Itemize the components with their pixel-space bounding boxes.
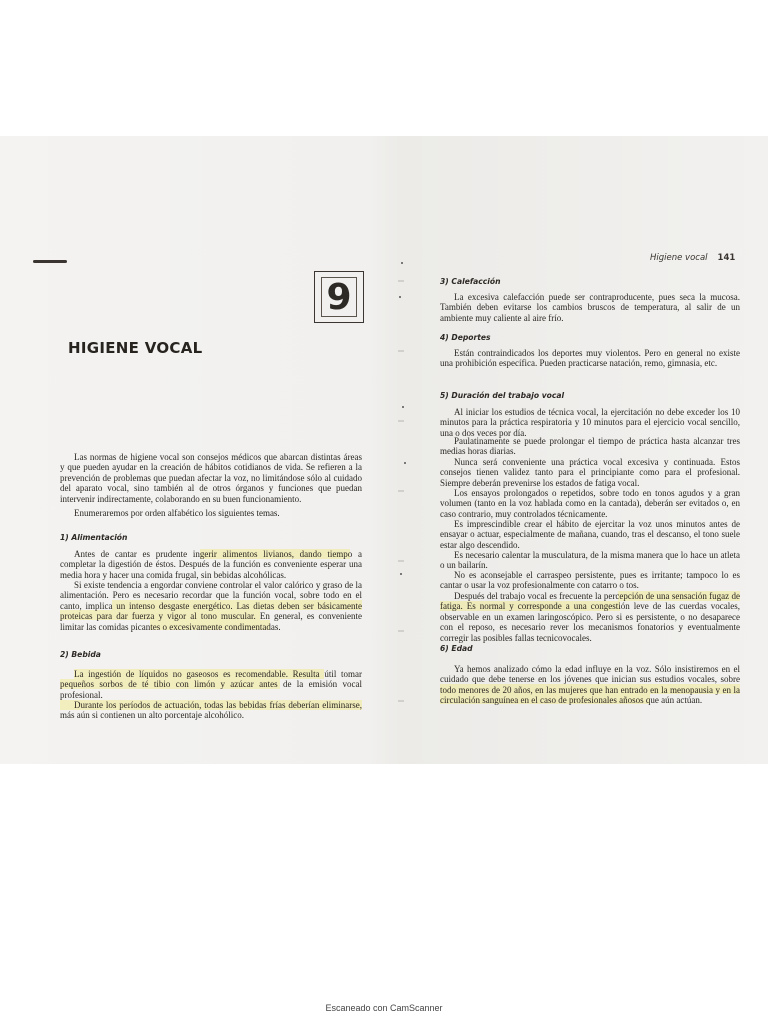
- intro-paragraph: Las normas de higiene vocal son consejos médicos que abarcan distintas áreas y que pueden ayudar en la creación de hábitos cotidianos de vida. Se refieren a la prevención de problemas que puedan afectar la voz, no limitándose sólo al cuidado del aparato vocal, sino también al de otros órganos y funciones que puedan intervenir indirectamente, colaborando en su buen funcionamiento.: [60, 452, 362, 504]
- intro-paragraph-2: Enumeraremos por orden alfabético los siguientes temas.: [74, 508, 280, 518]
- section-heading-calefaccion: 3) Calefacción: [440, 277, 501, 286]
- bebida-paragraph-1: La ingestión de líquidos no gaseosos es recomendable. Resulta útil tomar pequeños sorbos de té tibio con limón y azúcar antes de la emisión vocal profesional.: [60, 669, 362, 700]
- duracion-paragraph-6: Es necesario calentar la musculatura, de la misma manera que lo hace un atleta o un bailarín.: [440, 550, 740, 571]
- duracion-paragraph-8: Después del trabajo vocal es frecuente la percepción de una sensación fugaz de fatiga. Es normal y corresponde a una congestión leve de las cuerdas vocales, observable en un examen laringoscópico. Pero si es persistente, o no desaparece con el reposo, es necesario rever los mecanismos fonatorios y eventualmente corregir las posibles fallas tecnicovocales.: [440, 591, 740, 643]
- section-heading-duracion: 5) Duración del trabajo vocal: [440, 391, 565, 400]
- alimentacion-paragraph-1: Antes de cantar es prudente ingerir alimentos livianos, dando tiempo a completar la digestión de éstos. Después de la función es conveniente esperar una media hora y hacer una comida frugal, sin bebidas alcohólicas.: [60, 549, 362, 580]
- book-gutter: [398, 240, 404, 740]
- running-head-title: Higiene vocal: [650, 253, 708, 263]
- deportes-paragraph: Están contraindicados los deportes muy violentos. Pero en general no existe una prohibición específica. Pueden practicarse natación, remo, gimnasia, etc.: [440, 348, 740, 369]
- duracion-paragraph-2: Paulatinamente se puede prolongar el tiempo de práctica hasta alcanzar tres medias horas diarias.: [440, 436, 740, 457]
- chapter-number-box: [314, 271, 364, 323]
- chapter-title: HIGIENE VOCAL: [68, 339, 203, 357]
- scan-speck: [402, 406, 404, 408]
- page-number: 141: [717, 253, 736, 263]
- duracion-paragraph-4: Los ensayos prolongados o repetidos, sobre todo en tonos agudos y a gran volumen (tanto en la voz hablada como en la cantada), deberán ser evitados o, en caso contrario, muy controlados técnicamente.: [440, 488, 740, 519]
- scan-speck: [401, 262, 403, 264]
- edad-paragraph: Ya hemos analizado cómo la edad influye en la voz. Sólo insistiremos en el cuidado que debe tenerse en los jóvenes que inician sus estudios vocales, sobre todo menores de 20 años, en las mujeres que han entrado en la menopausia y en la circulación sanguínea en el caso de profesionales añosos que aún actúan.: [440, 664, 740, 706]
- scan-speck: [404, 462, 406, 464]
- running-head: [650, 253, 735, 263]
- chapter-number: 9: [321, 277, 357, 317]
- bebida-paragraph-2: Durante los períodos de actuación, todas las bebidas frías deberían eliminarse, más aún si contienen un alto porcentaje alcohólico.: [60, 700, 362, 721]
- section-heading-deportes: 4) Deportes: [440, 333, 491, 342]
- alimentacion-paragraph-2: Si existe tendencia a engordar conviene controlar el valor calórico y graso de la alimentación. Pero es necesario recordar que la función vocal, sobre todo en el canto, implica un intenso desgaste energético. Las dietas deben ser básicamente proteicas para dar fuerza y vigor al tono muscular. En general, es conveniente limitar las comidas picantes o excesivamente condimentadas.: [60, 580, 362, 632]
- margin-mark: [33, 260, 67, 263]
- section-heading-alimentacion: 1) Alimentación: [60, 533, 128, 542]
- section-heading-bebida: 2) Bebida: [60, 650, 101, 659]
- duracion-paragraph-7: No es aconsejable el carraspeo persistente, pues es irritante; tampoco lo es cantar o usar la voz profesionalmente con catarro o tos.: [440, 570, 740, 591]
- duracion-paragraph-5: Es imprescindible crear el hábito de ejercitar la voz unos minutos antes de ensayar o actuar, especialmente de mañana, cuando, tras el descanso, el tono suele estar algo descendido.: [440, 519, 740, 550]
- scan-speck: [399, 296, 401, 298]
- scanner-watermark: Escaneado con CamScanner: [325, 1003, 443, 1013]
- scan-speck: [400, 573, 402, 575]
- calefaccion-paragraph: La excesiva calefacción puede ser contraproducente, pues seca la mucosa. También deben evitarse los cambios bruscos de temperatura, al salir de un ambiente muy caliente al aire frío.: [440, 292, 740, 323]
- duracion-paragraph-1: Al iniciar los estudios de técnica vocal, la ejercitación no debe exceder los 10 minutos para la práctica respiratoria y 10 minutos para el ejercicio vocal sencillo, una o dos veces por día.: [440, 407, 740, 438]
- section-heading-edad: 6) Edad: [440, 644, 473, 653]
- duracion-paragraph-3: Nunca será conveniente una práctica vocal excesiva y continuada. Estos consejos tienen validez tanto para el principiante como para el profesional. Siempre deberán prevenirse los estados de fatiga vocal.: [440, 457, 740, 488]
